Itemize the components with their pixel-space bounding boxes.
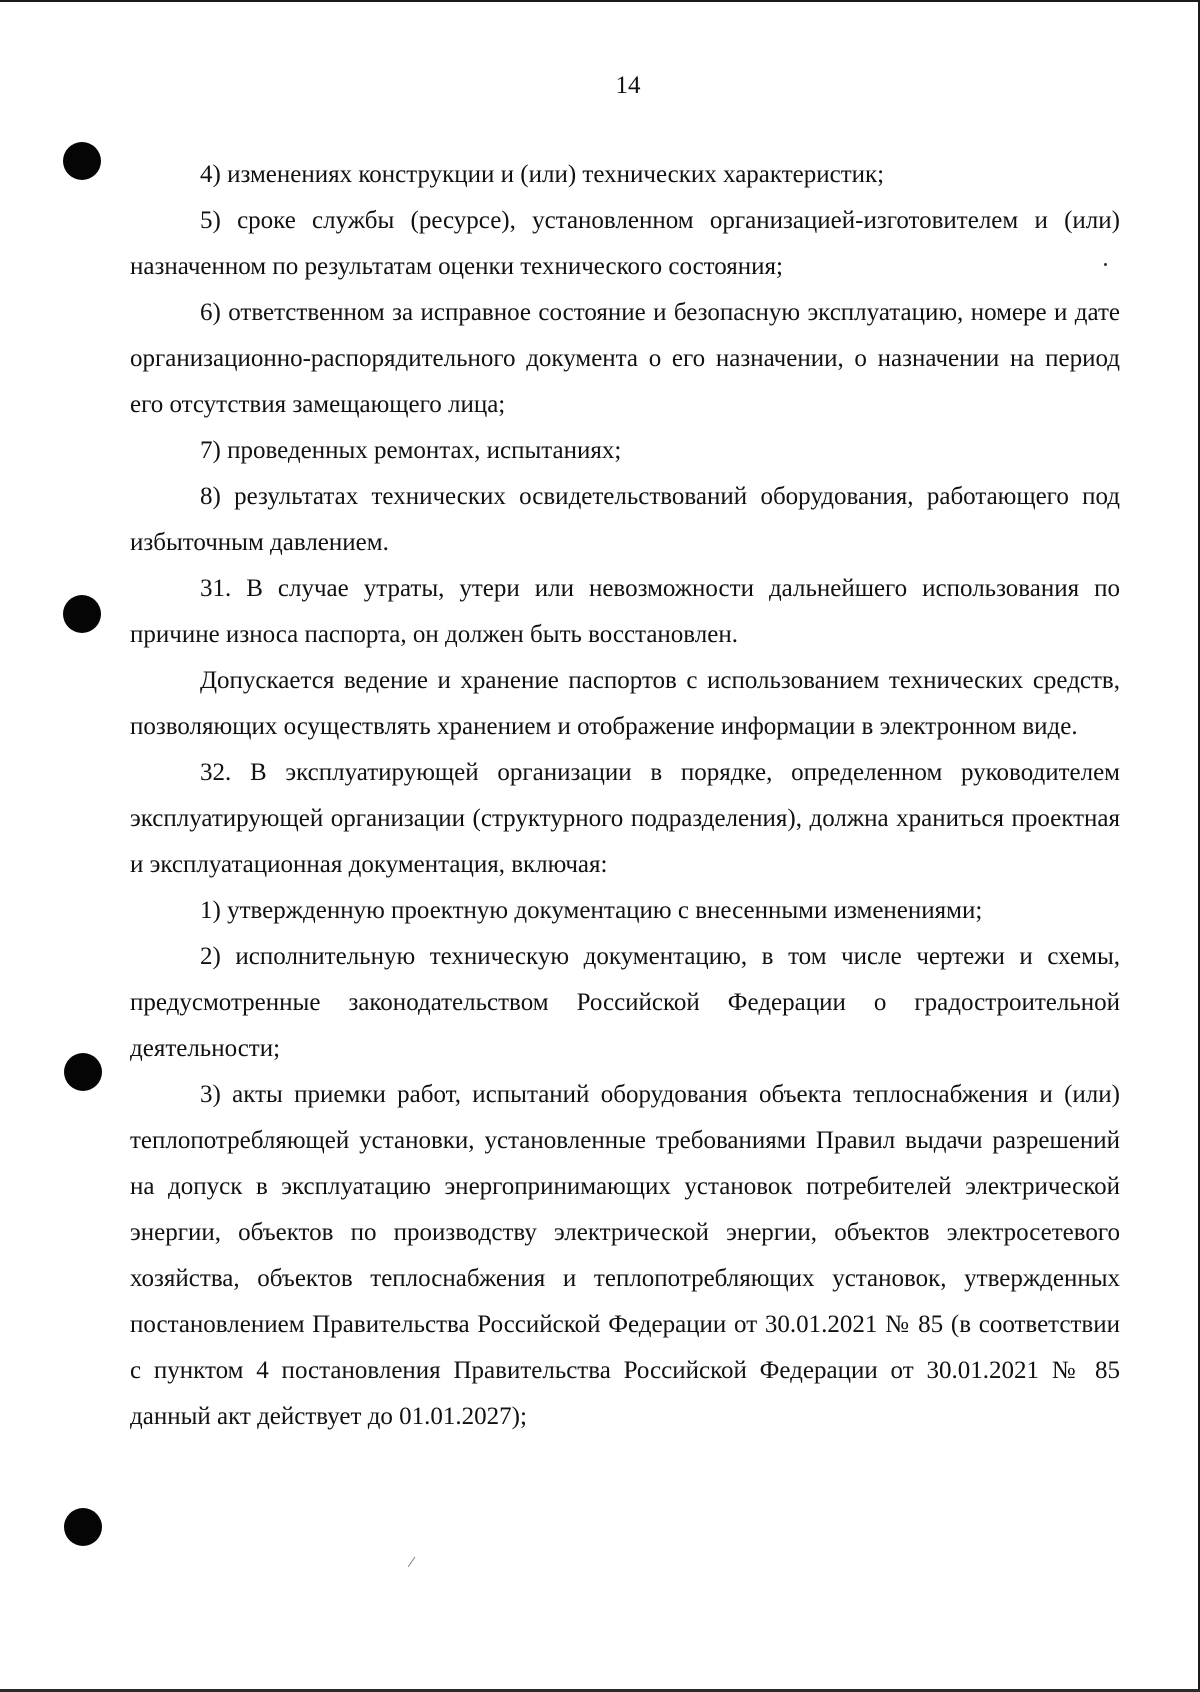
punch-hole-mark	[63, 595, 101, 633]
paragraph-item-8: 8) результатах технических освидетельствований оборудования, работающего под избыточным давлением.	[130, 483, 1120, 556]
paragraph-clause-32: 32. В эксплуатирующей организации в порядке, определенном руководителем эксплуатирующей организации (структурного подразделения), должна храниться проектная и эксплуатационная документация, включая:	[130, 759, 1120, 878]
paragraph-item-6: 6) ответственном за исправное состояние и безопасную эксплуатацию, номере и дате организационно-распорядительного документа о его назначении, о назначении на период его отсутствия замещающего лица;	[130, 299, 1120, 418]
page-number: 14	[615, 72, 641, 99]
paragraph-item-5: 5) сроке службы (ресурсе), установленном организацией-изготовителем и (или) назначенном по результатам оценки технического состояния;	[130, 207, 1120, 280]
paragraph-clause-31: 31. В случае утраты, утери или невозможности дальнейшего использования по причине износа паспорта, он должен быть восстановлен.	[130, 575, 1120, 648]
paragraph-item-4: 4) изменениях конструкции и (или) технических характеристик;	[200, 161, 885, 188]
scan-stroke-mark	[408, 1557, 416, 1567]
paragraph-doc-item-1: 1) утвержденную проектную документацию с внесенными изменениями;	[200, 897, 983, 924]
document-body	[130, 152, 1120, 1440]
paragraph-doc-item-3: 3) акты приемки работ, испытаний оборудования объекта теплоснабжения и (или) теплопотребляющей установки, установленные требованиями Правил выдачи разрешений на допуск в эксплуатацию энергопринимающих установок потребителей электрической энергии, объектов по производству электрической энергии, объектов электросетевого хозяйства, объектов теплоснабжения и теплопотребляющих установок, утвержденных постановлением Правительства Российской Федерации от 30.01.2021 № 85 (в соответствии с пунктом 4 постановления Правительства Российской Федерации от 30.01.2021 № 85 данный акт действует до 01.01.2027);	[130, 1081, 1120, 1430]
paragraph-item-7: 7) проведенных ремонтах, испытаниях;	[200, 437, 622, 464]
paragraph-electronic-storage: Допускается ведение и хранение паспортов с использованием технических средств, позволяющих осуществлять хранением и отображение информации в электронном виде.	[130, 667, 1120, 740]
paragraph-doc-item-2: 2) исполнительную техническую документацию, в том числе чертежи и схемы, предусмотренные законодательством Российской Федерации о градостроительной деятельности;	[130, 943, 1120, 1062]
punch-hole-mark	[64, 1508, 102, 1546]
punch-hole-mark	[63, 142, 101, 180]
scan-border-top	[0, 0, 1200, 2]
punch-hole-mark	[64, 1053, 102, 1091]
